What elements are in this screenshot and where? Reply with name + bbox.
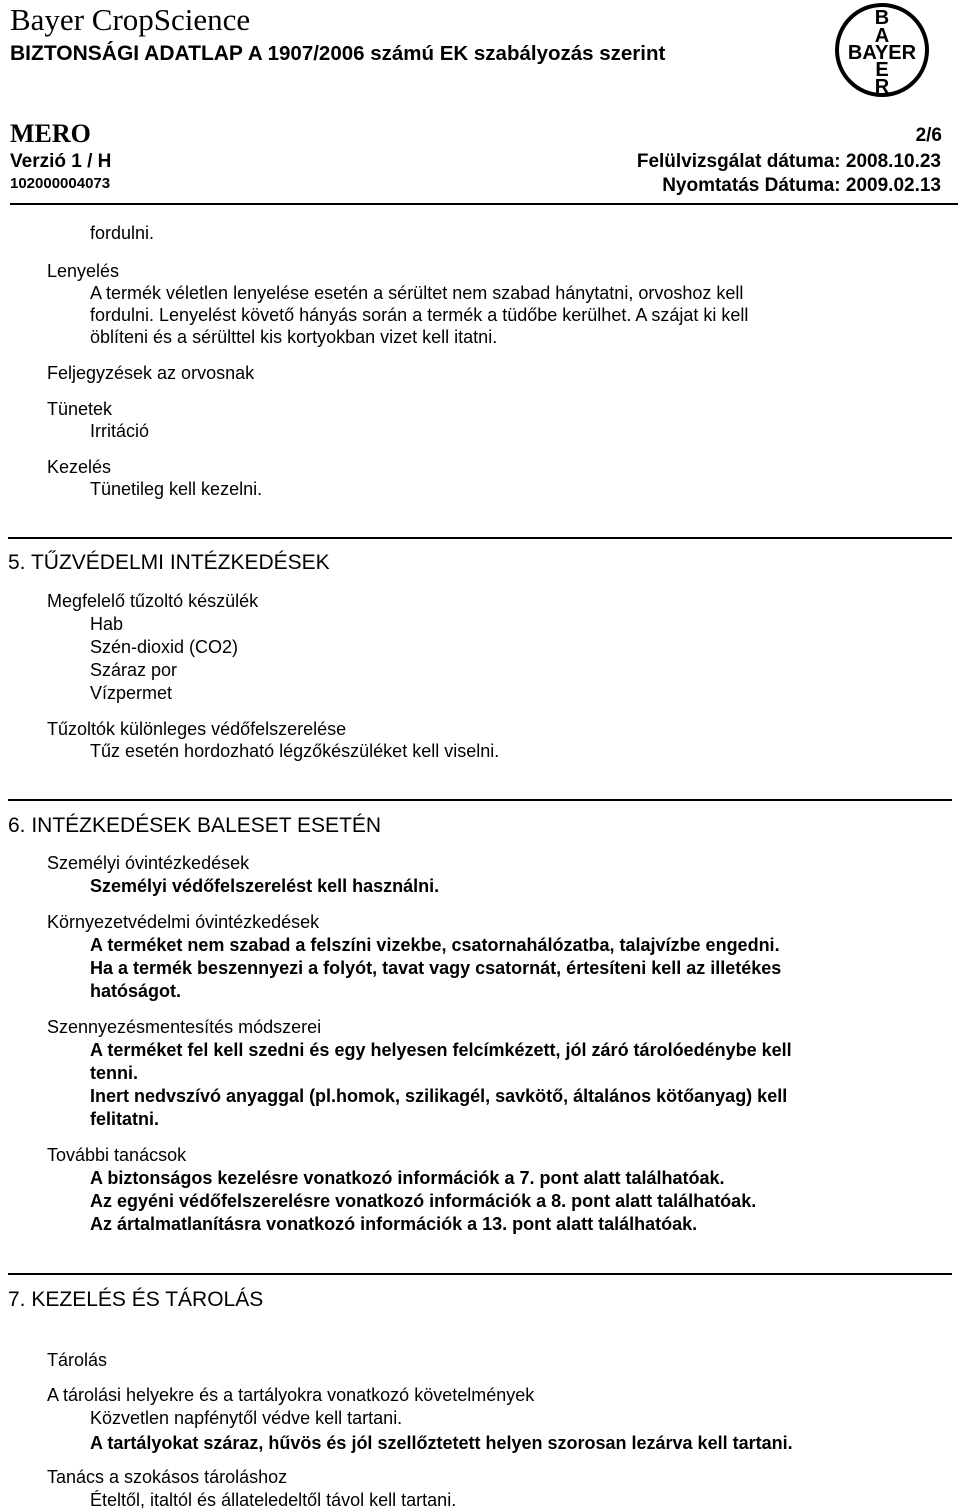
cleanup-line: felitatni. bbox=[90, 1109, 160, 1129]
svg-text:E: E bbox=[875, 59, 889, 81]
extinguishing-media-item: Száraz por bbox=[90, 660, 178, 680]
extinguishing-media-item: Szén-dioxid (CO2) bbox=[90, 637, 239, 657]
section-5-title: 5. TŰZVÉDELMI INTÉZKEDÉSEK bbox=[8, 551, 330, 574]
section-6-title: 6. INTÉZKEDÉSEK BALESET ESETÉN bbox=[8, 814, 382, 837]
svg-text:R: R bbox=[874, 76, 890, 98]
print-date: Nyomtatás Dátuma: 2009.02.13 bbox=[662, 175, 941, 196]
personal-precautions-heading: Személyi óvintézkedések bbox=[47, 853, 250, 873]
doctor-notes-heading: Feljegyzések az orvosnak bbox=[47, 363, 255, 383]
further-advice-line: A biztonságos kezelésre vonatkozó információk a 7. pont alatt találhatóak. bbox=[90, 1168, 725, 1188]
firefighter-ppe-heading: Tűzoltók különleges védőfelszerelése bbox=[47, 719, 347, 739]
section-divider bbox=[8, 1273, 952, 1275]
storage-requirement-line: A tartályokat száraz, hűvös és jól szellőztetett helyen szorosan lezárva kell tartani. bbox=[90, 1433, 793, 1453]
ingestion-heading: Lenyelés bbox=[47, 261, 120, 281]
sds-title: BIZTONSÁGI ADATLAP bbox=[10, 42, 243, 65]
cleanup-line: tenni. bbox=[90, 1063, 138, 1083]
document-number: 102000004073 bbox=[10, 175, 111, 192]
further-advice-line: Az egyéni védőfelszerelésre vonatkozó információk a 8. pont alatt találhatóak. bbox=[90, 1191, 757, 1211]
treatment-value: Tünetileg kell kezelni. bbox=[90, 479, 263, 499]
section-7-title: 7. KEZELÉS ÉS TÁROLÁS bbox=[8, 1288, 264, 1311]
extinguishing-media-item: Hab bbox=[90, 614, 124, 634]
svg-text:BAYER: BAYER bbox=[847, 42, 917, 64]
symptoms-value: Irritáció bbox=[90, 421, 150, 441]
page-number: 2/6 bbox=[915, 125, 942, 146]
common-storage-heading: Tanács a szokásos tároláshoz bbox=[47, 1467, 288, 1487]
document-title bbox=[10, 42, 665, 66]
header-divider bbox=[10, 203, 958, 205]
ingestion-line: A termék véletlen lenyelése esetén a sérültet nem szabad hánytatni, orvoshoz kell bbox=[90, 283, 744, 303]
personal-precautions-value: Személyi védőfelszerelést kell használni. bbox=[90, 876, 440, 896]
symptoms-heading: Tünetek bbox=[47, 399, 113, 419]
cleanup-methods-heading: Szennyezésmentesítés módszerei bbox=[47, 1017, 322, 1037]
section-divider bbox=[8, 537, 952, 539]
storage-requirements-heading: A tárolási helyekre és a tartályokra vonatkozó követelmények bbox=[47, 1385, 535, 1405]
section-divider bbox=[8, 799, 952, 801]
extinguishing-media-heading: Megfelelő tűzoltó készülék bbox=[47, 591, 259, 611]
svg-text:A: A bbox=[874, 25, 890, 47]
environmental-precautions-heading: Környezetvédelmi óvintézkedések bbox=[47, 912, 320, 932]
further-advice-heading: További tanácsok bbox=[47, 1145, 187, 1165]
version: Verzió 1 / H bbox=[10, 151, 112, 172]
treatment-heading: Kezelés bbox=[47, 457, 112, 477]
environmental-line: A terméket nem szabad a felszíni vizekbe, csatornahálózatba, talajvízbe engedni. bbox=[90, 935, 780, 955]
environmental-line: hatóságot. bbox=[90, 981, 182, 1001]
company-name: Bayer CropScience bbox=[10, 2, 251, 37]
storage-heading: Tárolás bbox=[47, 1350, 108, 1370]
common-storage-value: Ételtől, italtól és állateledeltől távol kell tartani. bbox=[90, 1490, 457, 1510]
extinguishing-media-item: Vízpermet bbox=[90, 683, 173, 703]
cleanup-line: Inert nedvszívó anyaggal (pl.homok, szilikagél, savkötő, általános kötőanyag) kell bbox=[90, 1086, 788, 1106]
cleanup-line: A terméket fel kell szedni és egy helyesen felcímkézett, jól záró tárolóedénybe kell bbox=[90, 1040, 792, 1060]
product-name: MERO bbox=[10, 119, 91, 148]
ingestion-line: fordulni. Lenyelést követő hányás során a termék a tüdőbe kerülhet. A szájat ki kell bbox=[90, 305, 749, 325]
regulation-text: A 1907/2006 számú EK szabályozás szerint bbox=[247, 42, 666, 65]
svg-text:B: B bbox=[874, 7, 890, 29]
firefighter-ppe-value: Tűz esetén hordozható légzőkészüléket kell viselni. bbox=[90, 741, 500, 761]
ingestion-line: öblíteni és a sérülttel kis kortyokban vizet kell itatni. bbox=[90, 327, 498, 347]
revision-date: Felülvizsgálat dátuma: 2008.10.23 bbox=[636, 151, 941, 172]
storage-requirement-line: Közvetlen napfénytől védve kell tartani. bbox=[90, 1408, 403, 1428]
environmental-line: Ha a termék beszennyezi a folyót, tavat vagy csatornát, értesíteni kell az illetékes bbox=[90, 958, 782, 978]
further-advice-line: Az ártalmatlanításra vonatkozó információk a 13. pont alatt találhatóak. bbox=[90, 1214, 698, 1234]
first-aid-continuation: fordulni. bbox=[90, 223, 155, 243]
bayer-cross-logo bbox=[834, 2, 930, 98]
